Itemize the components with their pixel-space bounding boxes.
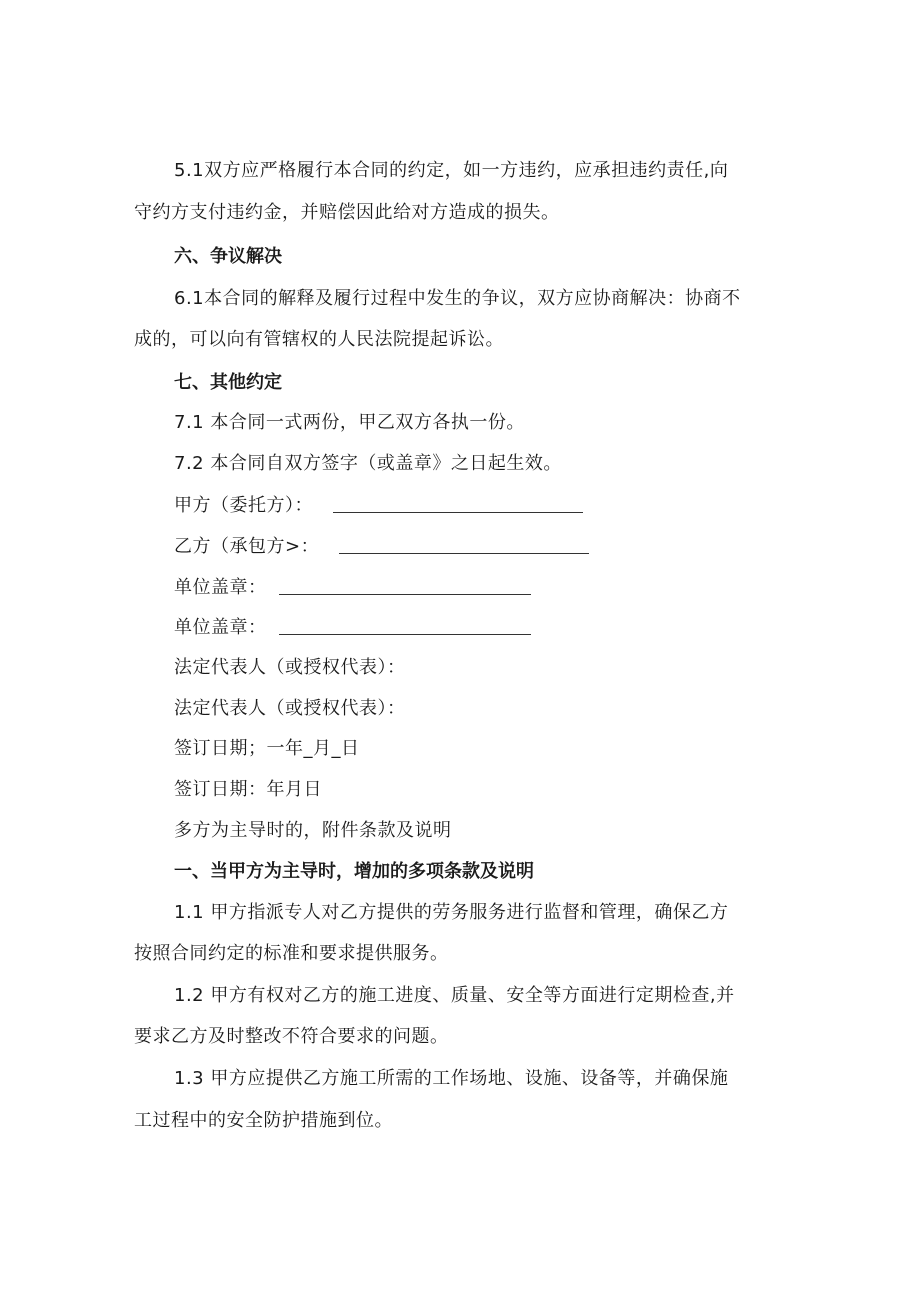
appendix-clause-1-2-line-1: 1.2 甲方有权对乙方的施工进度、质量、安全等方面进行定期检查,并 (174, 985, 735, 1006)
clause-7-2: 7.2 本合同自双方签字（或盖章》之日起生效。 (174, 453, 562, 474)
appendix-clause-1-2-line-2: 要求乙方及时整改不符合要求的问题。 (134, 1026, 449, 1047)
appendix-heading: 一、当甲方为主导时，增加的多项条款及说明 (174, 861, 534, 882)
rep-a-label: 法定代表人（或授权代表）： (174, 657, 406, 678)
seal-b-line (174, 614, 531, 641)
appendix-clause-1-3-line-2: 工过程中的安全防护措施到位。 (134, 1110, 393, 1131)
party-b-line (174, 533, 589, 560)
seal-a-blank[interactable] (279, 576, 531, 595)
party-a-label: 甲方（委托方）： (174, 495, 313, 516)
clause-5-1-line-2: 守约方支付违约金，并赔偿因此给对方造成的损失。 (134, 202, 560, 223)
clause-7-1: 7.1 本合同一式两份，甲乙双方各执一份。 (174, 412, 525, 433)
appendix-title: 多方为主导时的，附件条款及说明 (174, 820, 452, 841)
appendix-clause-1-1-line-2: 按照合同约定的标准和要求提供服务。 (134, 943, 449, 964)
section-6-heading: 六、争议解决 (174, 246, 282, 267)
section-7-heading: 七、其他约定 (174, 372, 282, 393)
clause-5-1-line-1: 5.1双方应严格履行本合同的约定，如一方违约，应承担违约责任,向 (174, 160, 729, 181)
clause-6-1-line-2: 成的，可以向有管辖权的人民法院提起诉讼。 (134, 329, 504, 350)
seal-a-label: 单位盖章： (174, 577, 267, 598)
appendix-clause-1-3-line-1: 1.3 甲方应提供乙方施工所需的工作场地、设施、设备等，并确保施 (174, 1068, 729, 1089)
party-a-line (174, 492, 583, 519)
party-b-label: 乙方（承包方>： (174, 536, 320, 557)
seal-b-blank[interactable] (279, 616, 531, 635)
seal-a-line (174, 574, 531, 601)
party-a-signature-blank[interactable] (333, 494, 583, 513)
rep-b-label: 法定代表人（或授权代表）： (174, 698, 406, 719)
sign-date-a: 签订日期；一年_月_日 (174, 738, 360, 759)
party-b-signature-blank[interactable] (339, 535, 589, 554)
appendix-clause-1-1-line-1: 1.1 甲方指派专人对乙方提供的劳务服务进行监督和管理，确保乙方 (174, 902, 729, 923)
clause-6-1-line-1: 6.1本合同的解释及履行过程中发生的争议，双方应协商解决：协商不 (174, 288, 741, 309)
sign-date-b: 签订日期：年月日 (174, 779, 322, 800)
seal-b-label: 单位盖章： (174, 617, 267, 638)
